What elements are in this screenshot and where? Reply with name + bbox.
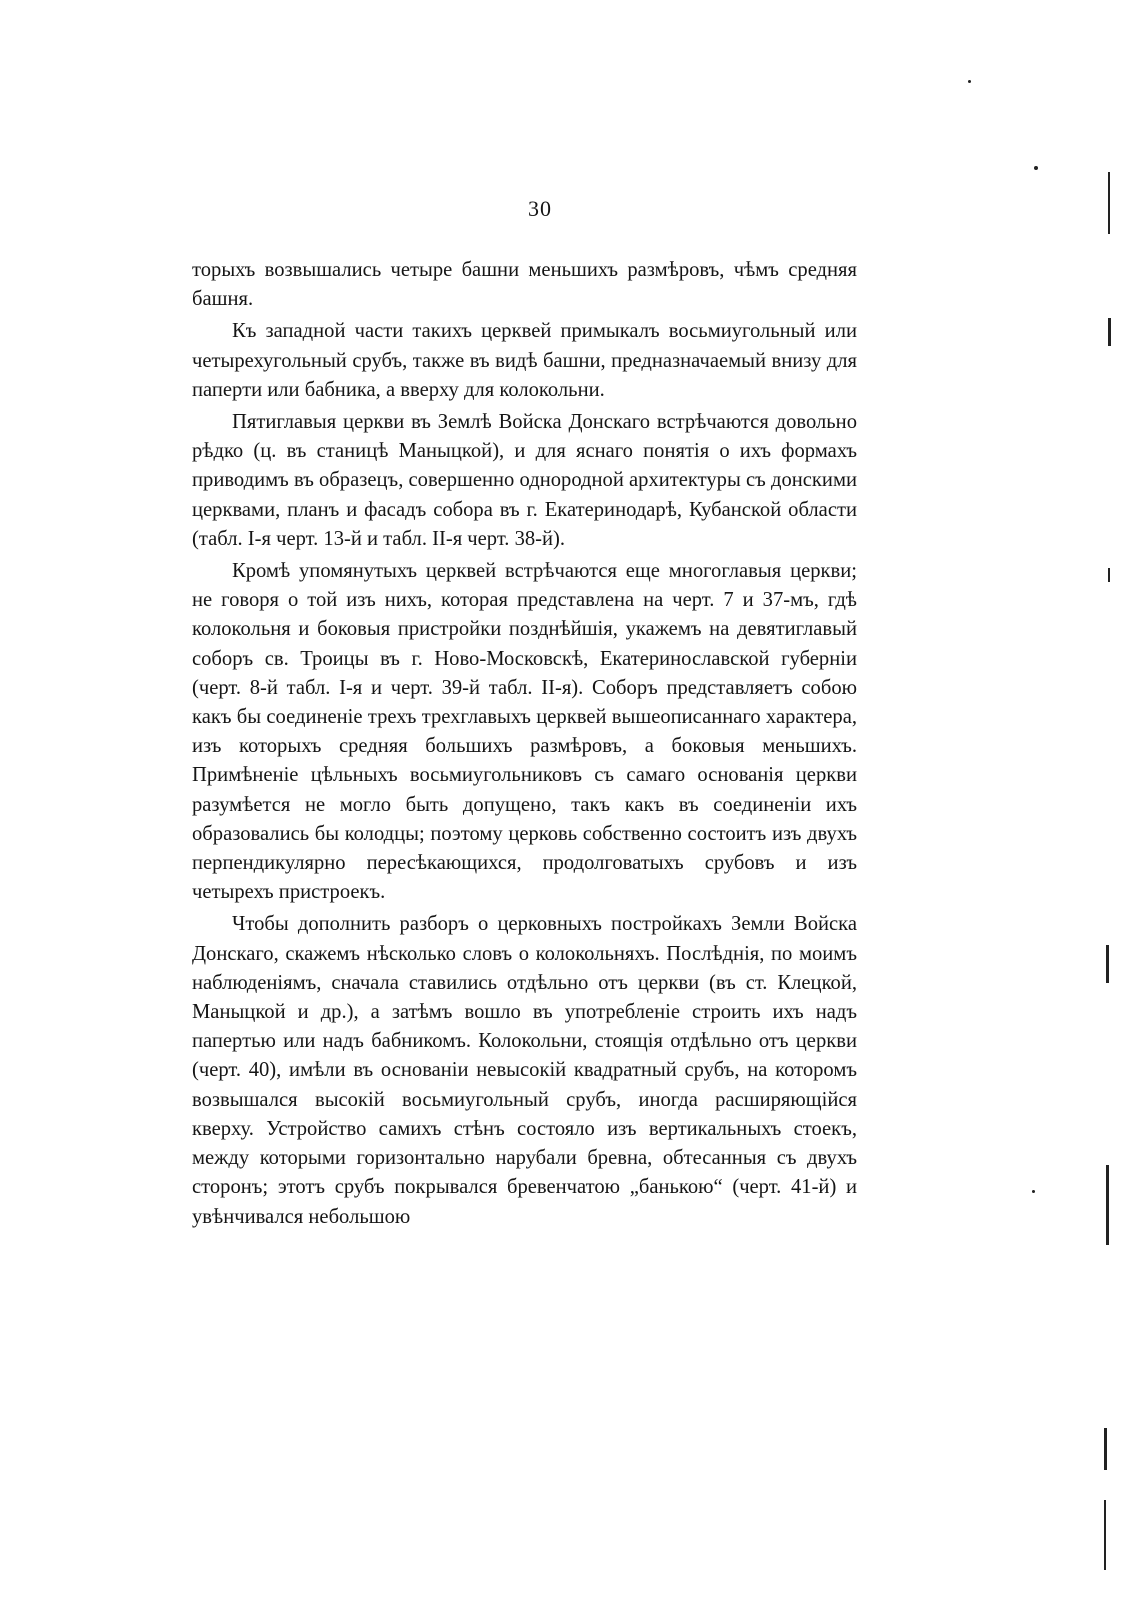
page-number: 30 xyxy=(528,196,552,221)
paragraph-5: Чтобы дополнить разборъ о церковныхъ постройкахъ Земли Войска Донскаго, скажемъ нѣсколько словъ о колокольняхъ. Послѣднія, по моимъ наблюденіямъ, сначала ставились отдѣльно отъ церкви (въ ст. Клецкой, Маныцкой и др.), а затѣмъ вошло въ употребленіе строить ихъ надъ папертью или надъ бабникомъ. Колокольни, стоящія отдѣльно отъ церкви (черт. 40), имѣли въ основаніи невысокій квадратный срубъ, на которомъ возвышался высокій восьмиугольный срубъ, иногда расширяющійся кверху. Устройство самихъ стѣнъ состояло изъ вертикальныхъ стоекъ, между которыми горизонтально нарубали бревна, обтесанныя съ двухъ сторонъ; этотъ срубъ покрывался бревенчатою „банькою“ (черт. 41-й) и увѣнчивался небольшою xyxy=(192,913,857,1228)
scan-edge-mark xyxy=(1108,318,1111,346)
body-text xyxy=(192,256,857,1235)
scan-dot xyxy=(968,80,971,83)
paragraph-4: Кромѣ упомянутыхъ церквей встрѣчаются еще многоглавыя церкви; не говоря о той изъ нихъ, которая представлена на черт. 7 и 37-мъ, гдѣ колокольня и боковыя пристройки позднѣйшія, укажемъ на девятиглавый соборъ св. Троицы въ г. Ново-Московскѣ, Екатеринославской губерніи (черт. 8-й табл. I-я и черт. 39-й табл. II-я). Соборъ представляетъ собою какъ бы соединеніе трехъ трехглавыхъ церквей вышеописаннаго характера, изъ которыхъ средняя большихъ размѣровъ, а боковыя меньшихъ. Примѣненіе цѣльныхъ восьмиугольниковъ съ самаго основанія церкви разумѣется не могло быть допущено, такъ какъ въ соединеніи ихъ образовались бы колодцы; поэтому церковь собственно состоитъ изъ двухъ перпендикулярно пересѣкающихся, продолговатыхъ срубовъ и изъ четырехъ пристроекъ. xyxy=(192,560,857,904)
scan-edge-mark xyxy=(1108,568,1110,582)
scan-edge-mark xyxy=(1108,172,1110,234)
paragraph-2: Къ западной части такихъ церквей примыкалъ восьмиугольный или четырехугольный срубъ, также въ видѣ башни, предназначаемый внизу для паперти или бабника, а вверху для колокольни. xyxy=(192,320,857,401)
paragraph-3: Пятиглавыя церкви въ Землѣ Войска Донскаго встрѣчаются довольно рѣдко (ц. въ станицѣ Маныцкой), и для яснаго понятія о ихъ формахъ приводимъ въ образецъ, совершенно однородной архитектуры съ донскими церквами, планъ и фасадъ собора въ г. Екатеринодарѣ, Кубанской области (табл. I-я черт. 13-й и табл. II-я черт. 38-й). xyxy=(192,411,857,550)
scan-dot xyxy=(1032,1190,1035,1193)
scan-dot xyxy=(1034,166,1038,170)
paragraph-1: торыхъ возвышались четыре башни меньшихъ размѣровъ, чѣмъ средняя башня. xyxy=(192,259,857,311)
scan-edge-mark xyxy=(1106,945,1109,983)
scan-edge-mark xyxy=(1106,1165,1109,1245)
scan-edge-mark xyxy=(1104,1500,1106,1570)
scan-edge-mark xyxy=(1104,1428,1107,1470)
